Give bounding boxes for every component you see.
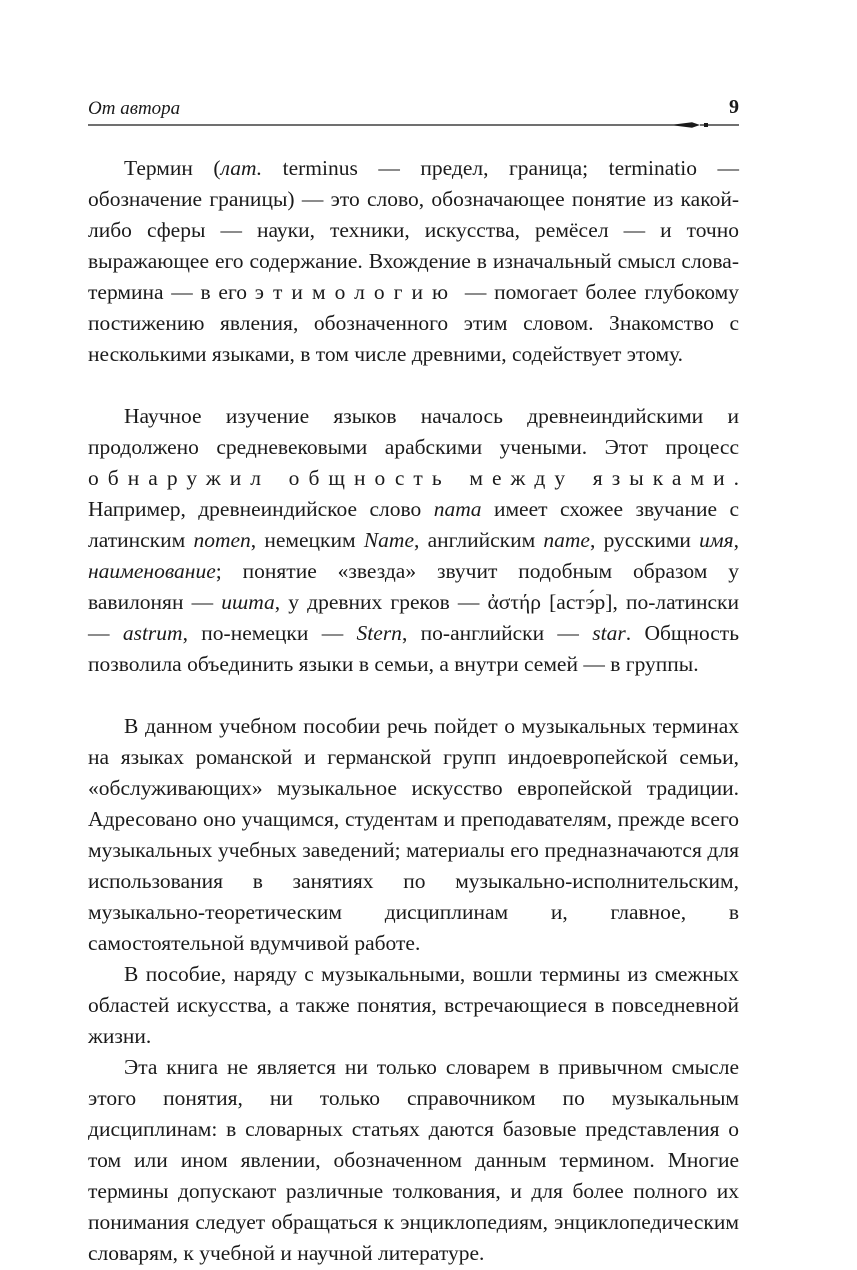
paragraph-book-purpose: Эта книга не является ни только словарем в привычном смысле этого понятия, ни только справочником по музыкальным дисциплинам: в словарных статьях даются базовые представления о том или ином явлении, обозначенном данным термином. Многие термины допускают различные толкования, и для более полного их понимания следует обращаться к энциклопедиям, энциклопедическим словарям, к учебной и научной литературе.: [88, 1055, 739, 1265]
header-rule-ornament: [88, 120, 739, 130]
running-header: [88, 96, 739, 128]
spaced-emphasis: этимологию: [254, 280, 458, 304]
page-body: [88, 153, 739, 1269]
paragraph-scope: В пособие, наряду с музыкальными, вошли термины из смежных областей искусства, а также понятия, встречающиеся в повседневной жизни.: [88, 962, 739, 1048]
paragraph-term-definition: Термин (лат. terminus — предел, граница; terminatio — обозначение границы) — это слово, обозначающее понятие из какой-либо сферы — науки, техники, искусства, ремёсел — и точно выражающее его содержание. Вхождение в изначальный смысл слова-термина — в его этимологию — помогает более глубокому постижению явления, обозначенного этим словом. Знакомство с несколькими языками, в том числе древними, содействует этому.: [88, 156, 739, 366]
paragraph-language-study: Научное изучение языков началось древнеиндийскими и продолжено средневековыми арабскими учеными. Этот процесс обнаружил общность между языками. Например, древнеиндийское слово nama имеет схожее звучание с латинским nomen, немецким Name, английским name, русскими имя, наименование; понятие «звезда» звучит подобным образом у вавилонян — ишта, у древних греков — ἀστήρ [астэ́р], по-латински — astrum, по-немецки — Stern, по-английски — star. Общность позволила объединить языки в семьи, а внутри семей — в группы.: [88, 404, 740, 676]
running-header-title: От автора: [88, 98, 181, 119]
spaced-emphasis: обнаружил общность между языками: [88, 466, 734, 490]
paragraph-audience: В данном учебном пособии речь пойдет о музыкальных терминах на языках романской и германской групп индоевропейской семьи, «обслуживающих» музыкальное искусство европейской традиции. Адресовано оно учащимся, студентам и преподавателям, прежде всего музыкальных учебных заведений; материалы его предназначаются для использования в занятиях по музыкально-исполнительским, музыкально-теоретическим дисциплинам и, главное, в самостоятельной вдумчивой работе.: [88, 714, 739, 955]
page-number: 9: [729, 96, 739, 118]
